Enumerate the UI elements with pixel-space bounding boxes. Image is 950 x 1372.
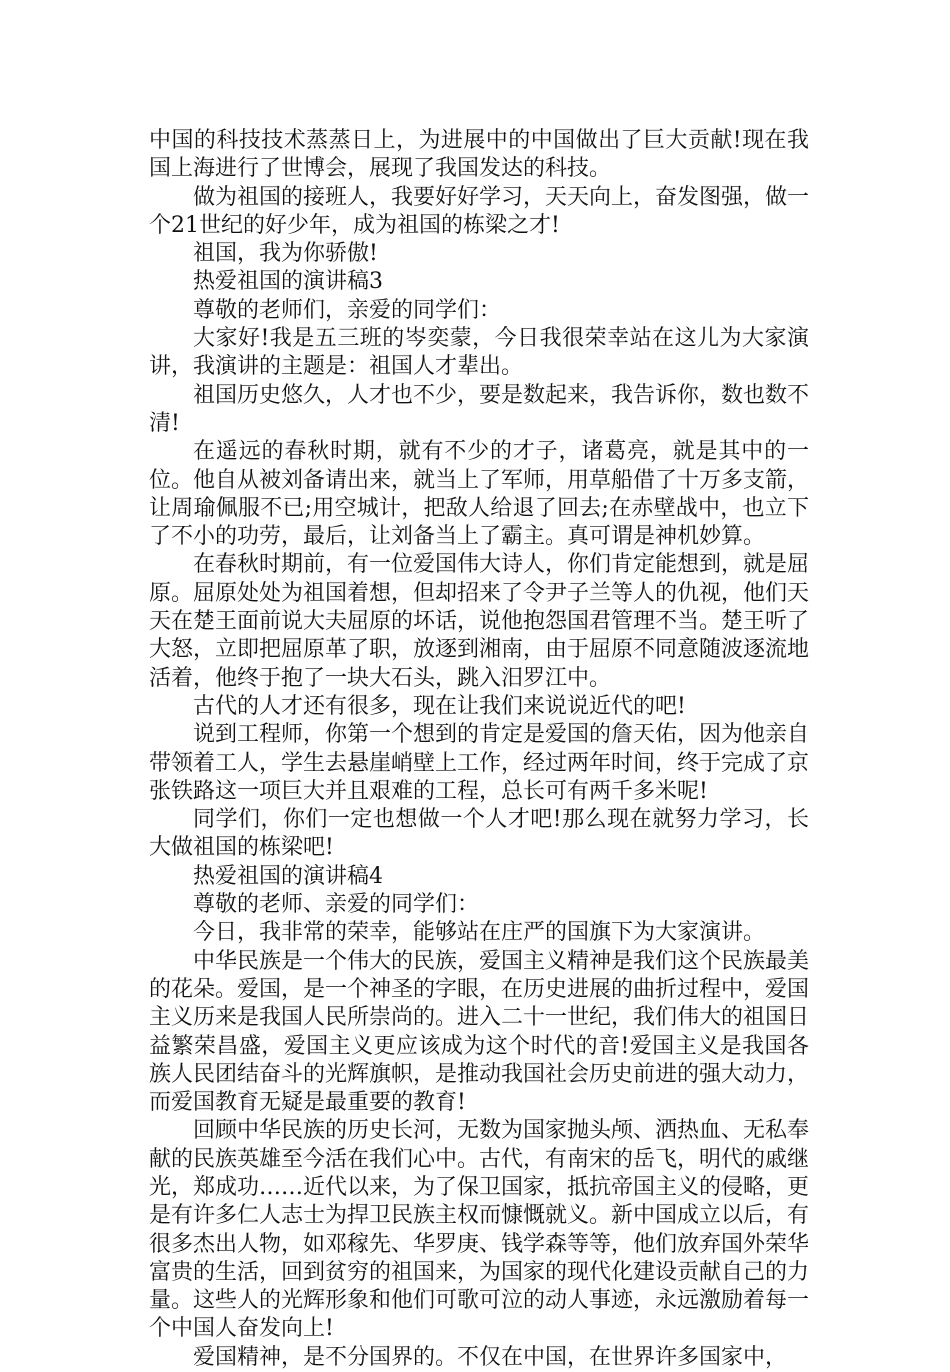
paragraph: 说到工程师，你第一个想到的肯定是爱国的詹天佑，因为他亲自带领着工人，学生去悬崖峭壁上工作，经过两年时间，终于完成了京张铁路这一项巨大并且艰难的工程，总长可有两千多米呢! [149, 722, 810, 804]
paragraph: 爱国精神，是不分国界的。不仅在中国，在世界许多国家中， [193, 1344, 788, 1370]
paragraph: 在遥远的春秋时期，就有不少的才子，诸葛亮，就是其中的一位。他自从被刘备请出来，就当上了军师，用草船借了十万多支箭，让周瑜佩服不已;用空城计，把敌人给退了回去;在赤壁战中，也立下了不小的功劳，最后，让刘备当上了霸主。真可谓是神机妙算。 [149, 439, 810, 550]
document-body [149, 127, 809, 1372]
paragraph: 大家好!我是五三班的岑奕蒙，今日我很荣幸站在这儿为大家演讲，我演讲的主题是：祖国人才辈出。 [149, 326, 809, 380]
paragraph: 祖国历史悠久，人才也不少，要是数起来，我告诉你，数也数不清! [149, 382, 810, 436]
section-heading: 热爱祖国的演讲稿3 [193, 269, 383, 295]
salutation: 尊敬的老师们，亲爱的同学们： [193, 297, 502, 323]
salutation: 尊敬的老师、亲爱的同学们： [193, 892, 480, 918]
paragraph: 中华民族是一个伟大的民族，爱国主义精神是我们这个民族最美的花朵。爱国，是一个神圣的字眼，在历史进展的曲折过程中，爱国主义历来是我国人民所崇尚的。进入二十一世纪，我们伟大的祖国日益繁荣昌盛，爱国主义更应该成为这个时代的音!爱国主义是我国各族人民团结奋斗的光辉旗帜，是推动我国社会历史前进的强大动力，而爱国教育无疑是最重要的教育! [149, 948, 810, 1116]
paragraph: 回顾中华民族的历史长河，无数为国家抛头颅、洒热血、无私奉献的民族英雄至今活在我们心中。古代，有南宋的岳飞，明代的戚继光，郑成功……近代以来，为了保卫国家，抵抗帝国主义的侵略，更是有许多仁人志士为捍卫民族主权而慷慨就义。新中国成立以后，有很多杰出人物，如邓稼先、华罗庚、钱学森等等，他们放弃国外荣华富贵的生活，回到贫穷的祖国来，为国家的现代化建设贡献自己的力量。这些人的光辉形象和他们可歌可泣的动人事迹，永远激励着每一个中国人奋发向上! [149, 1118, 810, 1342]
paragraph: 中国的科技技术蒸蒸日上，为进展中的中国做出了巨大贡献!现在我国上海进行了世博会，展现了我国发达的科技。 [149, 128, 809, 182]
section-heading: 热爱祖国的演讲稿4 [193, 863, 383, 889]
paragraph: 古代的人才还有很多，现在让我们来说说近代的吧! [193, 693, 686, 719]
paragraph: 同学们，你们一定也想做一个人才吧!那么现在就努力学习，长大做祖国的栋梁吧! [149, 807, 809, 861]
paragraph: 祖国，我为你骄傲! [193, 241, 378, 267]
paragraph: 做为祖国的接班人，我要好好学习，天天向上，奋发图强，做一个21世纪的好少年，成为祖国的栋梁之才! [149, 184, 810, 238]
paragraph: 今日，我非常的荣幸，能够站在庄严的国旗下为大家演讲。 [193, 920, 766, 946]
paragraph: 在春秋时期前，有一位爱国伟大诗人，你们肯定能想到，就是屈原。屈原处处为祖国着想，但却招来了令尹子兰等人的仇视，他们天天在楚王面前说大夫屈原的坏话，说他抱怨国君管理不当。楚王听了大怒，立即把屈原革了职，放逐到湘南，由于屈原不同意随波逐流地活着，他终于抱了一块大石头，跳入汨罗江中。 [149, 552, 810, 691]
